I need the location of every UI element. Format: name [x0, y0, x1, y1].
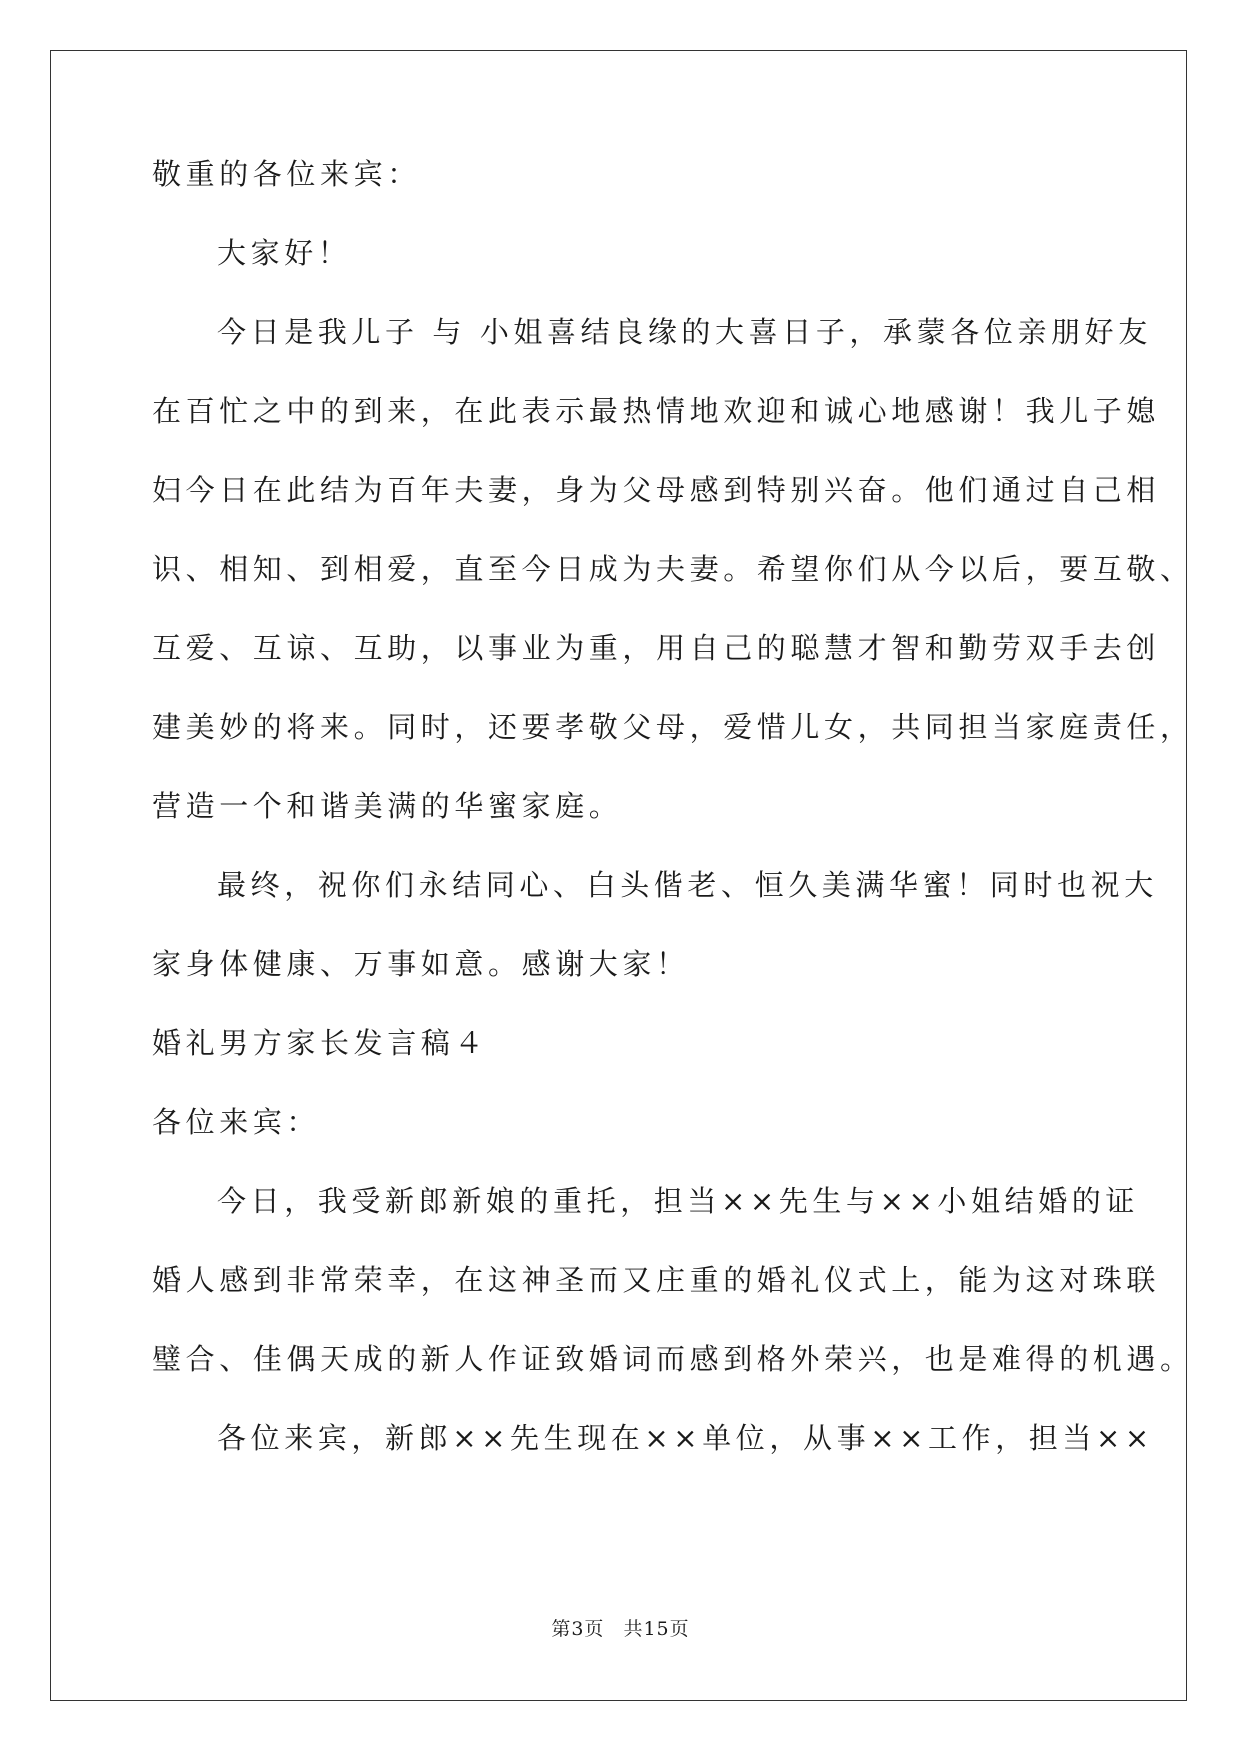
page-total: 共15页	[623, 1618, 690, 1640]
text-line: 大家好！	[217, 236, 352, 270]
text-line: 识、相知、到相爱，直至今日成为夫妻。希望你们从今以后，要互敬、	[152, 552, 1194, 586]
text-line: 敬重的各位来宾：	[152, 157, 421, 191]
text-line: 婚人感到非常荣幸，在这神圣而又庄重的婚礼仪式上，能为这对珠联	[152, 1263, 1161, 1297]
section-heading: 婚礼男方家长发言稿４	[152, 1026, 489, 1060]
text-line: 在百忙之中的到来，在此表示最热情地欢迎和诚心地感谢！我儿子媳	[152, 394, 1161, 428]
text-line: 营造一个和谐美满的华蜜家庭。	[152, 789, 623, 823]
text-line: 妇今日在此结为百年夫妻，身为父母感到特别兴奋。他们通过自己相	[152, 473, 1161, 507]
text-line: 互爱、互谅、互助，以事业为重，用自己的聪慧才智和勤劳双手去创	[152, 631, 1161, 665]
document-body	[152, 157, 1194, 1503]
page-footer	[0, 1614, 1241, 1641]
text-line: 家身体健康、万事如意。感谢大家！	[152, 947, 690, 981]
text-line: 建美妙的将来。同时，还要孝敬父母，爱惜儿女，共同担当家庭责任，	[152, 710, 1194, 744]
text-line: 各位来宾：	[152, 1105, 321, 1139]
page-number: 第3页	[551, 1618, 605, 1640]
text-line: 各位来宾，新郎××先生现在××单位，从事××工作，担当××	[217, 1421, 1154, 1455]
text-line: 璧合、佳偶天成的新人作证致婚词而感到格外荣兴，也是难得的机遇。	[152, 1342, 1194, 1376]
text-line: 今日，我受新郎新娘的重托，担当××先生与××小姐结婚的证	[217, 1184, 1139, 1218]
text-line: 最终，祝你们永结同心、白头偕老、恒久美满华蜜！同时也祝大	[217, 868, 1158, 902]
text-line: 今日是我儿子 与 小姐喜结良缘的大喜日子，承蒙各位亲朋好友	[217, 315, 1152, 349]
